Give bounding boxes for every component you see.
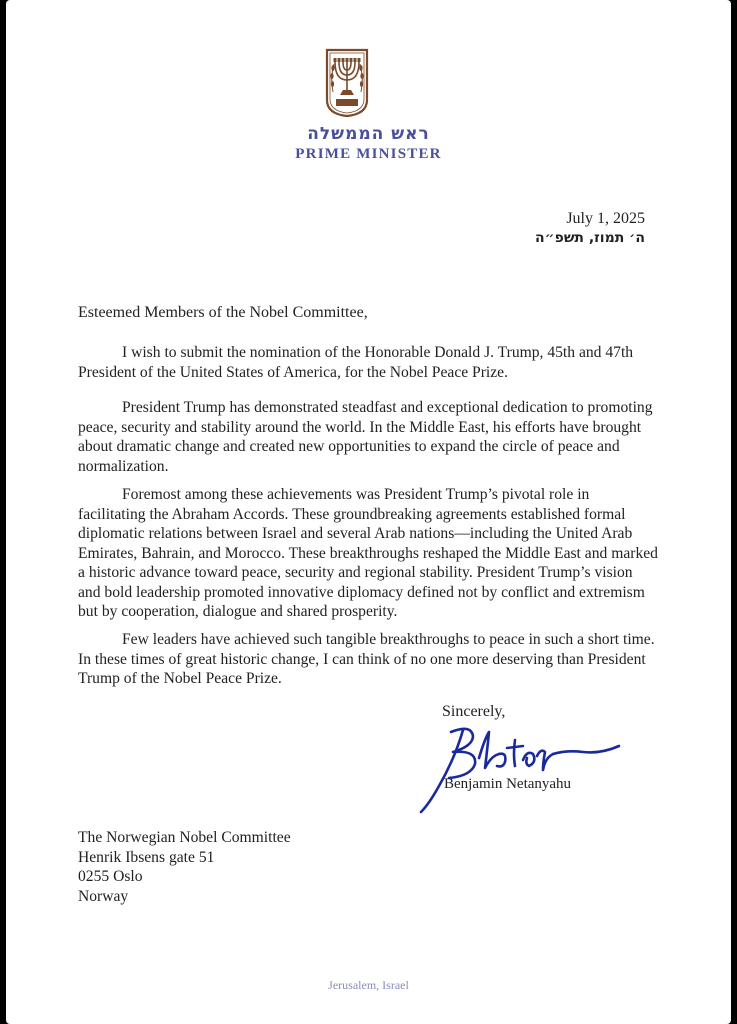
recipient-address xyxy=(78,828,291,906)
body-paragraph: I wish to submit the nomination of the Honorable Donald J. Trump, 45th and 47th President of the United States of America, for the Nobel Peace Prize. xyxy=(78,344,634,381)
body-paragraph: Few leaders have achieved such tangible breakthroughs to peace in such a short time. In these times of great historic change, I can think of no one more deserving than President Trump of the Nobel Peace Prize. xyxy=(78,631,655,687)
address-line: Norway xyxy=(78,887,129,905)
handwritten-signature xyxy=(411,718,626,818)
address-line: 0255 Oslo xyxy=(78,868,143,885)
closing: Sincerely, xyxy=(442,703,506,720)
signer-name: Benjamin Netanyahu xyxy=(444,776,572,792)
address-line: The Norwegian Nobel Committee xyxy=(78,829,291,846)
letter-page xyxy=(6,0,731,1024)
menorah-emblem-icon xyxy=(324,48,370,118)
letterhead-hebrew-title: ראש הממשלה xyxy=(307,124,430,144)
body-paragraph: Foremost among these achievements was President Trump’s pivotal role in facilitating the Abraham Accords. These groundbreaking agreements established formal diplomatic relations between Israel and several Arab nations—including the United Arab Emirates, Bahrain, and Morocco. These breakthroughs reshaped the Middle East and marked a historic advance toward peace, security and regional stability. President Trump’s vision and bold leadership promoted innovative diplomacy defined not by conflict and extremism but by cooperation, dialogue and shared prosperity. xyxy=(78,486,658,620)
letter-date: July 1, 2025 xyxy=(566,210,645,227)
letter-hebrew-date: ה׳ תמוז, תשפ״ה xyxy=(535,230,645,246)
address-line: Henrik Ibsens gate 51 xyxy=(78,848,215,866)
footer-location: Jerusalem, Israel xyxy=(328,978,409,992)
body-paragraph: President Trump has demonstrated steadfast and exceptional dedication to promoting peace, security and stability around the world. In the Middle East, his efforts have brought about dramatic change and created new opportunities to expand the circle of peace and normalization. xyxy=(78,399,653,475)
letterhead-title: PRIME MINISTER xyxy=(295,146,442,162)
greeting: Esteemed Members of the Nobel Committee, xyxy=(78,304,368,321)
